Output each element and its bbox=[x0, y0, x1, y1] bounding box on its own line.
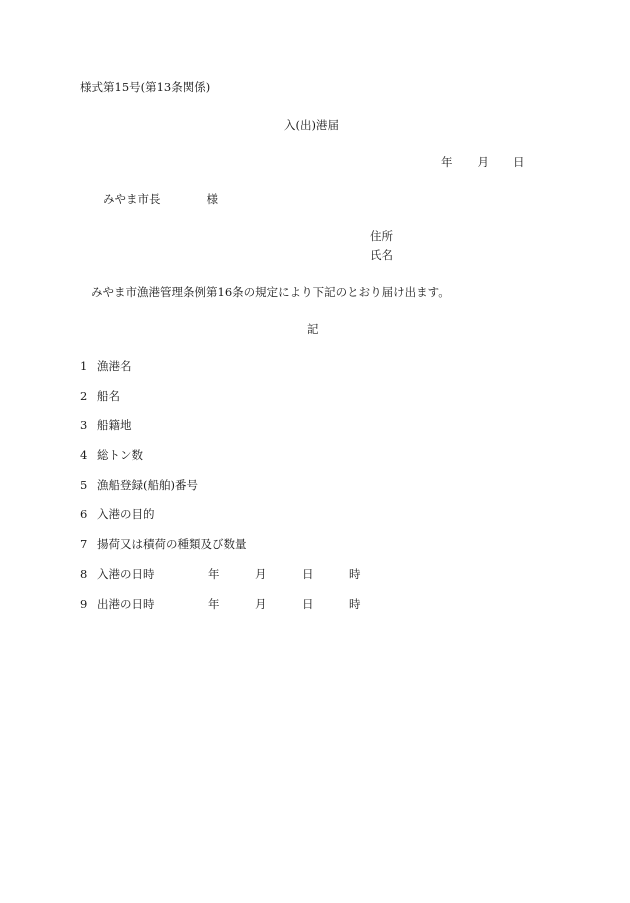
item-number: 4 bbox=[80, 448, 88, 463]
entry-month-label: 月 bbox=[255, 566, 267, 581]
list-item bbox=[80, 361, 361, 391]
addressee-name: みやま市長 bbox=[103, 192, 161, 206]
list-item bbox=[80, 566, 361, 599]
entry-datetime bbox=[208, 566, 361, 581]
entry-hour-label: 時 bbox=[349, 566, 361, 581]
statement-text: みやま市漁港管理条例第16条の規定により下記のとおり届け出ます。 bbox=[91, 285, 450, 299]
date-day-label: 日 bbox=[513, 155, 525, 169]
exit-day-label: 日 bbox=[302, 596, 314, 611]
exit-month-label: 月 bbox=[255, 596, 267, 611]
item-label: 入港の目的 bbox=[97, 507, 155, 522]
item-label: 漁船登録(船舶)番号 bbox=[97, 477, 198, 492]
date-month-label: 月 bbox=[477, 155, 489, 169]
applicant-address-label: 住所 bbox=[370, 229, 393, 243]
list-item bbox=[80, 509, 361, 539]
exit-year-label: 年 bbox=[208, 596, 220, 611]
item-number: 6 bbox=[80, 507, 88, 522]
form-number: 様式第15号(第13条関係) bbox=[80, 80, 211, 94]
entry-day-label: 日 bbox=[302, 566, 314, 581]
applicant-name-label: 氏名 bbox=[370, 248, 393, 262]
list-item bbox=[80, 420, 361, 450]
ki-heading: 記 bbox=[307, 322, 319, 336]
document-title: 入(出)港届 bbox=[284, 118, 339, 132]
item-list bbox=[80, 361, 361, 628]
list-item bbox=[80, 388, 361, 421]
exit-hour-label: 時 bbox=[349, 596, 361, 611]
list-item bbox=[80, 596, 361, 629]
list-item bbox=[80, 450, 361, 480]
entry-year-label: 年 bbox=[208, 566, 220, 581]
addressee bbox=[103, 194, 218, 206]
item-number: 9 bbox=[80, 596, 88, 611]
exit-datetime bbox=[208, 596, 361, 611]
list-item bbox=[80, 477, 361, 510]
item-number: 8 bbox=[80, 566, 88, 581]
item-label: 漁港名 bbox=[97, 359, 132, 373]
item-number: 7 bbox=[80, 537, 88, 552]
item-label: 入港の日時 bbox=[97, 566, 155, 581]
submission-date bbox=[441, 157, 525, 169]
item-label: 揚荷又は積荷の種類及び数量 bbox=[97, 537, 247, 552]
item-number: 3 bbox=[80, 418, 88, 433]
addressee-honorific: 様 bbox=[206, 192, 218, 206]
item-label: 総トン数 bbox=[97, 448, 143, 463]
item-number: 1 bbox=[80, 359, 88, 373]
item-number: 5 bbox=[80, 477, 88, 492]
item-number: 2 bbox=[80, 388, 88, 403]
list-item bbox=[80, 539, 361, 569]
date-year-label: 年 bbox=[441, 155, 453, 169]
item-label: 船名 bbox=[97, 388, 120, 403]
item-label: 出港の日時 bbox=[97, 596, 155, 611]
item-label: 船籍地 bbox=[97, 418, 132, 433]
